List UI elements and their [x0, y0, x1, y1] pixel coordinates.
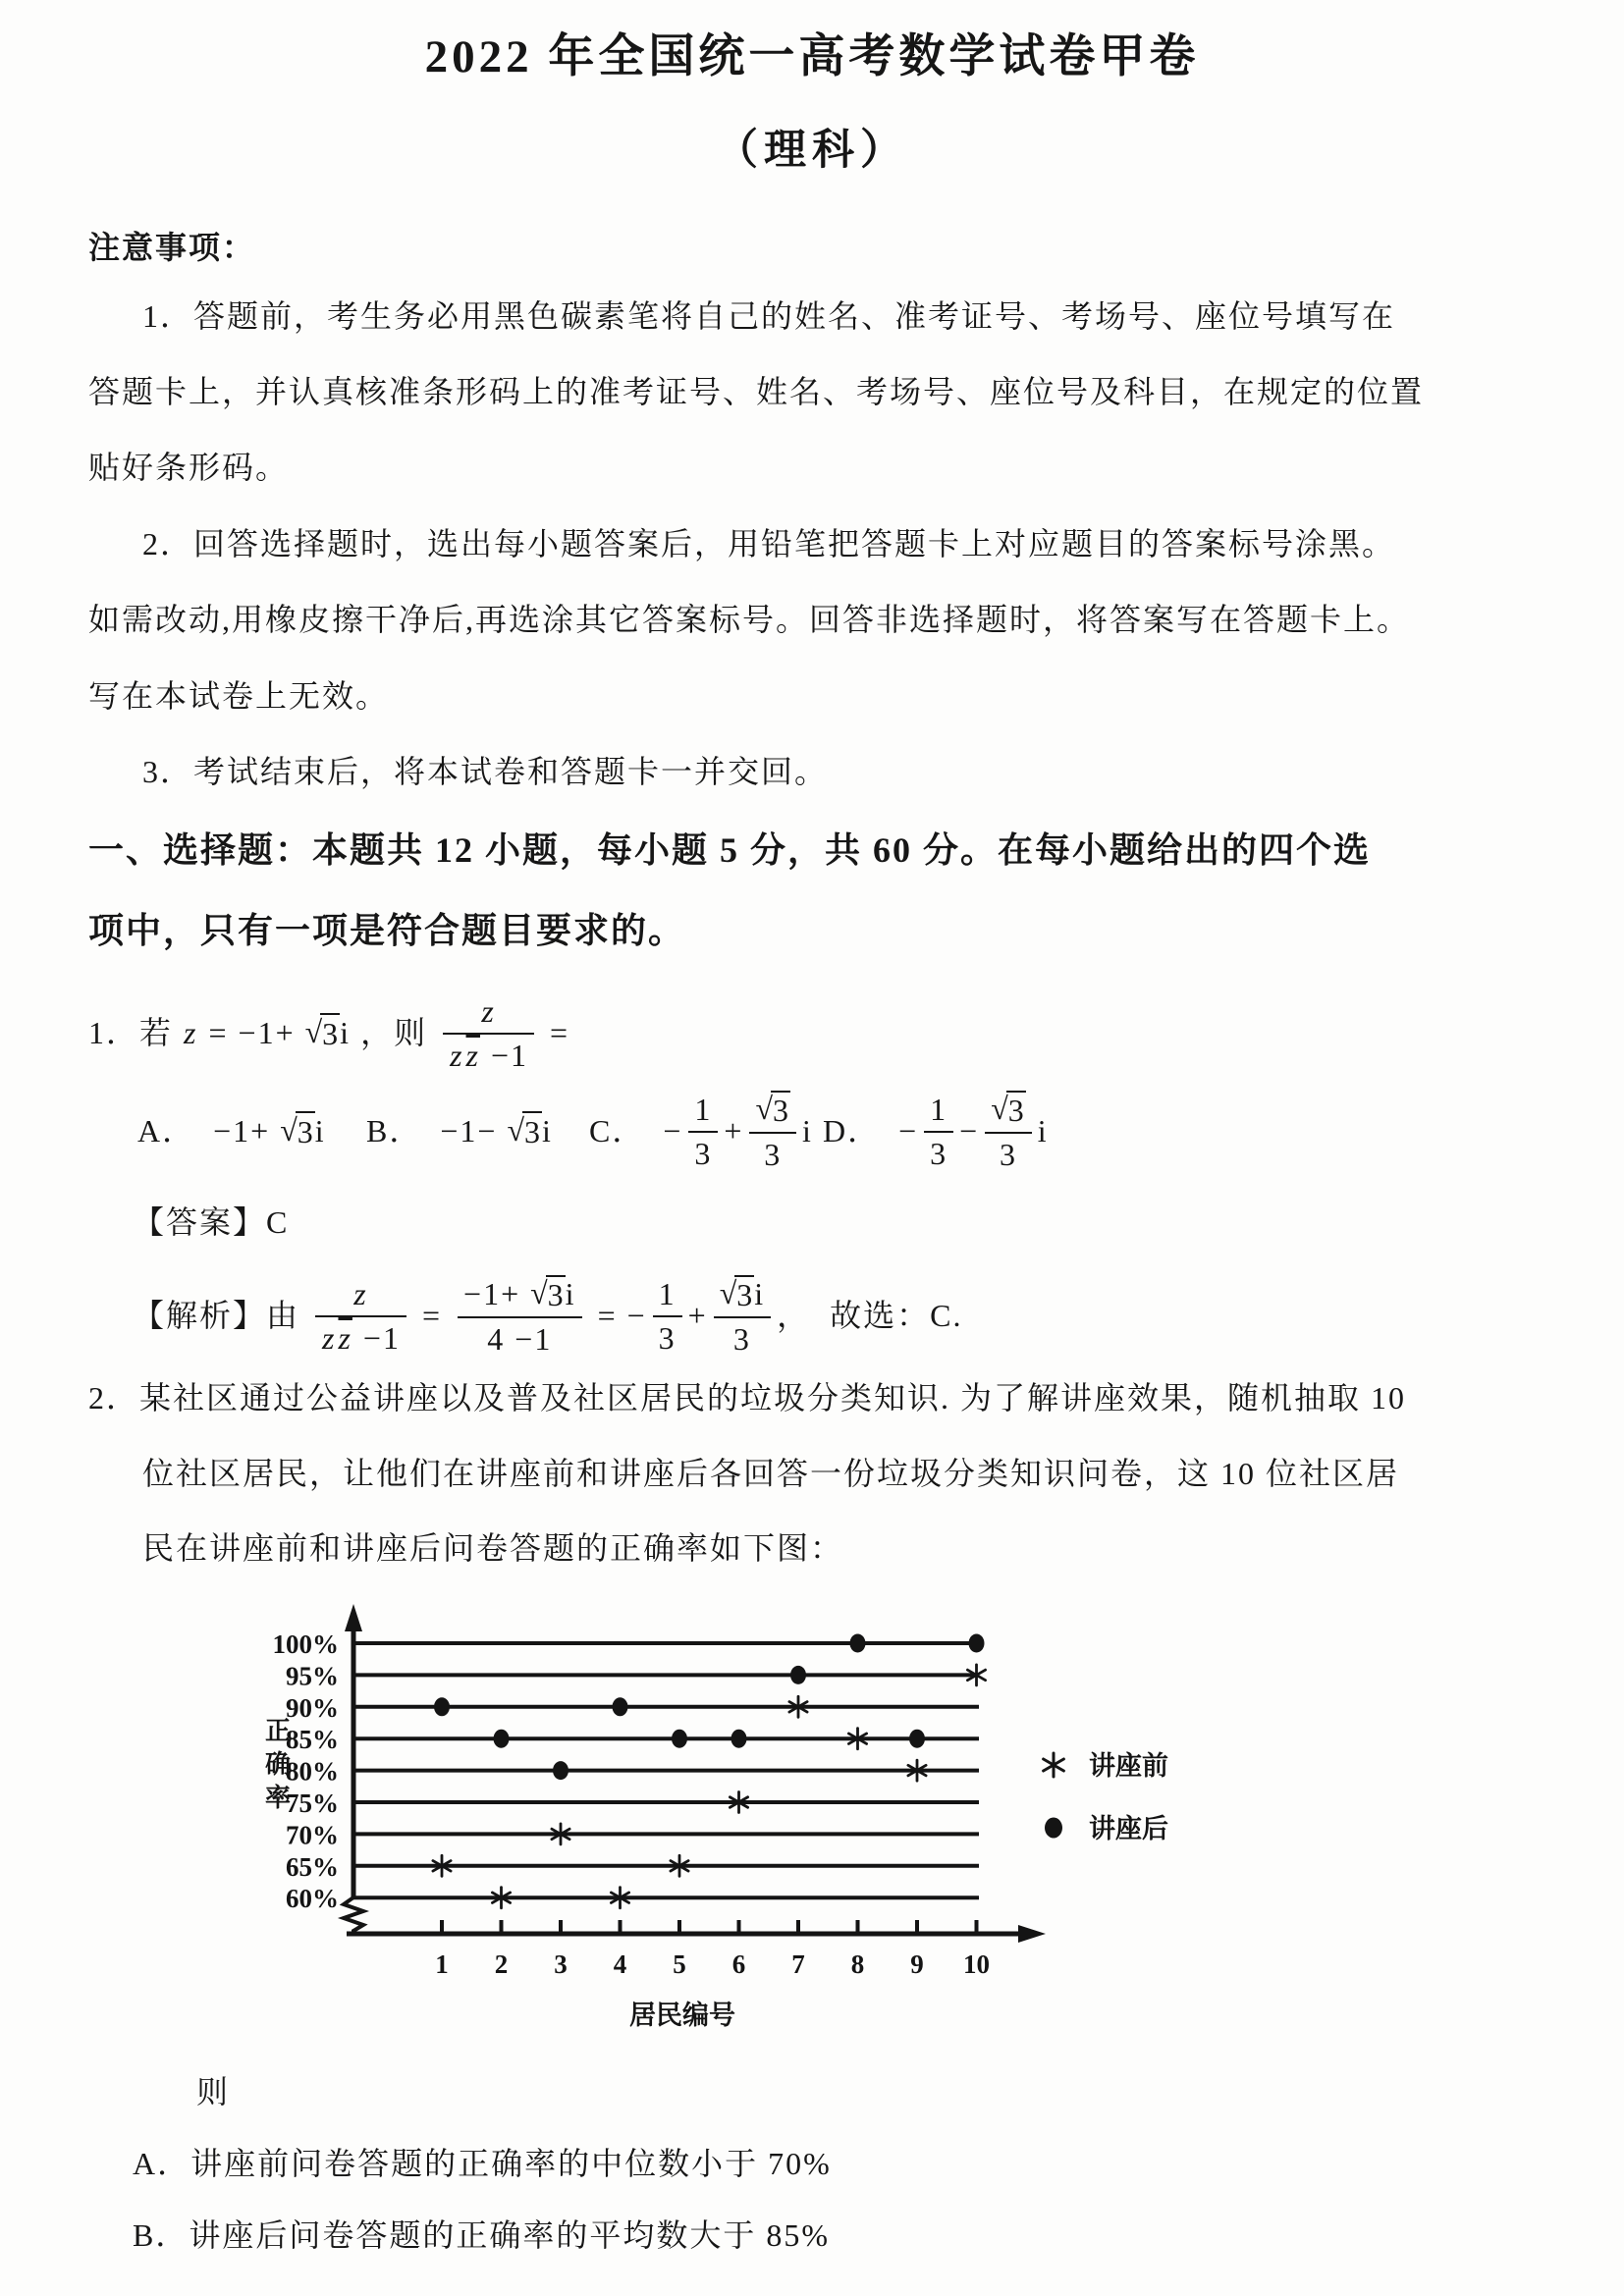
radical: √ 3: [719, 1274, 753, 1312]
data-point-after: [731, 1730, 747, 1748]
page-subtitle: （理科）: [716, 128, 908, 174]
question-1-stem: 1．若 z = −1+ √ 3 i ，则 z z $\overline{z}$ −1 =: [88, 992, 570, 1073]
fraction: z z $\overline{z}$ −1: [315, 1276, 406, 1357]
q1-answer: 【答案】C: [133, 1204, 290, 1240]
fraction: √ 3 3: [749, 1091, 796, 1173]
fraction: $\frac{1}{3}$: [924, 1092, 953, 1172]
radical: √ 3: [280, 1112, 313, 1150]
x-tick-label: 10: [963, 1949, 990, 1979]
y-tick-label: 60%: [286, 1884, 339, 1914]
fraction: √ 3 i 3: [714, 1275, 771, 1358]
y-tick-label: 65%: [286, 1851, 339, 1882]
data-point-after: [909, 1730, 925, 1748]
legend-label: 讲座前: [1089, 1751, 1168, 1781]
notice-line-6: 写在本试卷上无效。: [88, 678, 390, 714]
axis-break: [344, 1897, 363, 1934]
data-point-after: [790, 1666, 806, 1684]
y-tick-label: 85%: [286, 1725, 339, 1755]
section-title-line-1: 一、选择题：本题共 12 小题，每小题 5 分，共 60 分。在每小题给出的四个选: [88, 830, 1372, 870]
option-label: B．: [366, 1113, 423, 1149]
question-2-line-1: 2．某社区通过公益讲座以及普及社区居民的垃圾分类知识. 为了解讲座效果，随机抽取 10: [88, 1380, 1407, 1415]
fraction: $\frac{1}{3}$: [653, 1276, 682, 1357]
option-label: C．: [589, 1113, 646, 1149]
data-point-after: [969, 1634, 985, 1653]
notice-heading: 注意事项：: [88, 230, 256, 265]
q1-option-a: [137, 1080, 326, 1183]
x-tick-label: 2: [494, 1949, 509, 1979]
q2-then: 则: [196, 2074, 231, 2109]
x-tick-label: 3: [554, 1949, 568, 1979]
x-tick-label: 6: [731, 1949, 746, 1979]
y-axis-arrow: [345, 1604, 362, 1631]
notice-line-2: 答题卡上，并认真核准条形码上的准考证号、姓名、考场号、座位号及科目，在规定的位置: [88, 374, 1425, 409]
page-title: 2022 年全国统一高考数学试卷甲卷: [424, 31, 1200, 82]
notice-line-5: 如需改动,用橡皮擦干净后,再选涂其它答案标号。回答非选择题时，将答案写在答题卡上。: [88, 602, 1411, 637]
x-tick-label: 4: [613, 1949, 627, 1979]
option-label: A．: [137, 1113, 196, 1149]
radical: √ 3: [530, 1274, 564, 1312]
radical: √ 3: [991, 1090, 1024, 1128]
q1-option-d: [823, 1080, 1049, 1183]
notice-line-7: 3．考试结束后，将本试卷和答题卡一并交回。: [142, 754, 829, 789]
data-point-after: [672, 1730, 687, 1748]
x-tick-label: 5: [673, 1949, 686, 1979]
q1-option-c: [589, 1080, 813, 1183]
data-point-after: [850, 1634, 866, 1653]
option-formula: −1− √ 3 i: [440, 1112, 553, 1150]
y-tick-label: 75%: [286, 1789, 339, 1818]
q2-option-a: A．讲座前问卷答题的正确率的中位数小于 70%: [133, 2146, 832, 2181]
q2-option-b: B．讲座后问卷答题的正确率的平均数大于 85%: [133, 2217, 831, 2253]
question-2-line-2: 位社区居民，让他们在讲座前和讲座后各回答一份垃圾分类知识问卷，这 10 位社区居: [142, 1456, 1400, 1491]
y-tick-label: 100%: [272, 1629, 339, 1659]
q1-option-b: [366, 1080, 553, 1183]
y-tick-label: 90%: [286, 1692, 339, 1723]
data-point-after: [434, 1697, 450, 1716]
radical: √ 3: [755, 1090, 789, 1128]
notice-line-1: 1．答题前，考生务必用黑色碳素笔将自己的姓名、准考证号、考场号、座位号填写在: [142, 298, 1396, 334]
fraction: z z $\overline{z}$ −1: [443, 993, 534, 1074]
q1-analysis: 【解析】由 z z $\overline{z}$ −1 = −1+ √ 3 i 4 −1 = − $\frac{1}{3}$ + √ 3 i 3 ， 故选：C.: [133, 1274, 963, 1357]
fraction: $\frac{1}{3}$: [688, 1092, 718, 1172]
radical: √ 3: [507, 1112, 541, 1150]
y-tick-label: 95%: [286, 1661, 339, 1691]
legend-label: 讲座后: [1089, 1814, 1168, 1843]
x-tick-label: 7: [791, 1949, 805, 1979]
question-2-line-3: 民在讲座前和讲座后问卷答题的正确率如下图：: [142, 1530, 844, 1566]
data-point-after: [553, 1761, 568, 1780]
x-axis-arrow: [1018, 1925, 1046, 1943]
data-point-after: [494, 1730, 510, 1748]
y-tick-label: 70%: [286, 1820, 339, 1850]
section-title-line-2: 项中，只有一项是符合题目要求的。: [88, 911, 686, 950]
x-tick-label: 8: [850, 1949, 865, 1979]
y-axis-title: 正确率: [264, 1717, 292, 1812]
notice-line-4: 2．回答选择题时，选出每小题答案后，用铅笔把答题卡上对应题目的答案标号涂黑。: [142, 526, 1396, 561]
x-axis-title: 居民编号: [629, 2001, 735, 2030]
radical: √ 3: [304, 1014, 339, 1052]
option-formula: − $\frac{1}{3}$ − √ 3 3 i: [898, 1090, 1049, 1172]
fraction: √ 3 3: [985, 1091, 1032, 1173]
chart-container: [221, 1600, 1399, 2076]
x-tick-label: 1: [435, 1949, 449, 1979]
option-formula: −1+ √ 3 i: [213, 1112, 326, 1150]
option-label: D．: [823, 1113, 882, 1149]
notice-line-3: 贴好条形码。: [88, 450, 290, 485]
y-tick-label: 80%: [286, 1756, 339, 1787]
fraction: −1+ √ 3 i 4 −1: [458, 1275, 582, 1358]
x-tick-label: 9: [910, 1949, 924, 1979]
scatter-chart: [221, 1600, 1399, 2071]
data-point-after: [613, 1697, 628, 1716]
option-formula: − $\frac{1}{3}$ + √ 3 3 i: [663, 1090, 813, 1172]
legend-dot-marker: [1045, 1818, 1062, 1839]
